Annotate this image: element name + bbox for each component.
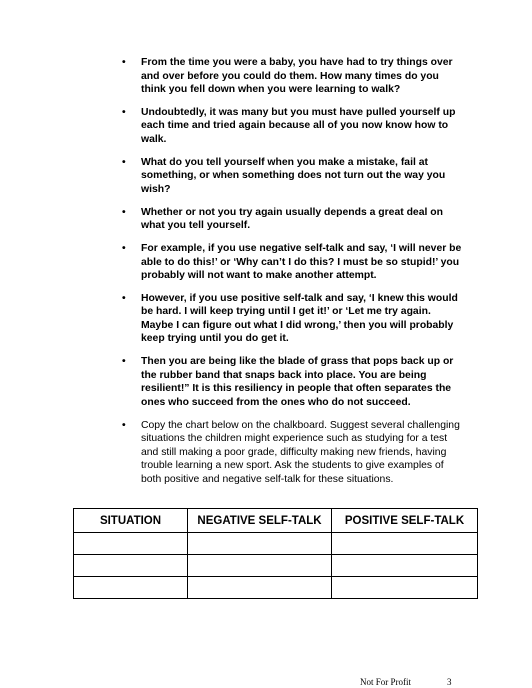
table-cell <box>188 555 332 577</box>
table-cell <box>332 533 478 555</box>
bullet-item <box>122 206 462 233</box>
table-cell <box>188 577 332 599</box>
bullet-marker: • <box>122 292 126 304</box>
table-cell <box>74 577 188 599</box>
footer-text: Not For Profit <box>360 677 412 687</box>
bullet-text: However, if you use positive self-talk and say, ‘I knew this would be hard. I will keep trying until I get it!’ or ‘Let me try again. Maybe I can figure out what I did wrong,’ then you will probably keep trying until you do get it. <box>141 292 458 345</box>
table-cell <box>332 577 478 599</box>
bullet-text: Then you are being like the blade of grass that pops back up or the rubber band that snaps back into place. You are being resilient!” It is this resiliency in people that often separates the ones who succeed from the ones who do not succeed. <box>141 356 454 408</box>
bullet-text: Copy the chart below on the chalkboard. Suggest several challenging situations the children might experience such as studying for a test and still making a poor grade, difficulty making new friends, having trouble learning a new sport. Ask the students to give examples of both positive and negative self-talk for these situations. <box>141 419 460 485</box>
bullet-text: Whether or not you try again usually depends a great deal on what you tell yourself. <box>141 206 443 232</box>
bullet-item <box>122 355 462 409</box>
bullet-marker: • <box>122 57 126 68</box>
table-cell <box>332 555 478 577</box>
bullet-item <box>122 292 462 346</box>
page-number: 3 <box>447 677 452 687</box>
bullet-text: Undoubtedly, it was many but you must have pulled yourself up each time and tried again because all of you now know how to walk. <box>141 106 456 145</box>
bullet-item <box>122 419 462 487</box>
table-row <box>74 577 478 599</box>
bullet-marker: • <box>122 106 126 118</box>
header-negative-self-talk: NEGATIVE SELF-TALK <box>188 509 332 533</box>
table-row <box>74 555 478 577</box>
bullet-marker: • <box>122 156 126 168</box>
self-talk-chart <box>73 508 478 599</box>
bullet-text: From the time you were a baby, you have had to try things over and over before you could do them. How many times do you think you fell down when you were learning to walk? <box>141 57 453 95</box>
header-situation: SITUATION <box>74 509 188 533</box>
bullet-item <box>122 56 462 97</box>
table-cell <box>74 555 188 577</box>
table-row <box>74 533 478 555</box>
header-positive-self-talk: POSITIVE SELF-TALK <box>332 509 478 533</box>
bullet-text: What do you tell yourself when you make a mistake, fail at something, or when something does not turn out the way you wish? <box>141 156 446 195</box>
bullet-text: For example, if you use negative self-talk and say, ‘I will never be able to do this!’ or ‘Why can’t I do this? I must be so stupid!’ you probably will not want to make another attempt. <box>141 243 462 282</box>
bullet-marker: • <box>122 419 126 431</box>
bullet-item <box>122 106 462 147</box>
bullet-marker: • <box>122 206 126 218</box>
bullet-marker: • <box>122 356 126 368</box>
bullet-item <box>122 242 462 283</box>
bullet-item <box>122 156 462 197</box>
table-cell <box>74 533 188 555</box>
table-header-row <box>74 509 478 533</box>
bullet-marker: • <box>122 243 126 255</box>
bullet-list <box>122 56 462 496</box>
table-cell <box>188 533 332 555</box>
